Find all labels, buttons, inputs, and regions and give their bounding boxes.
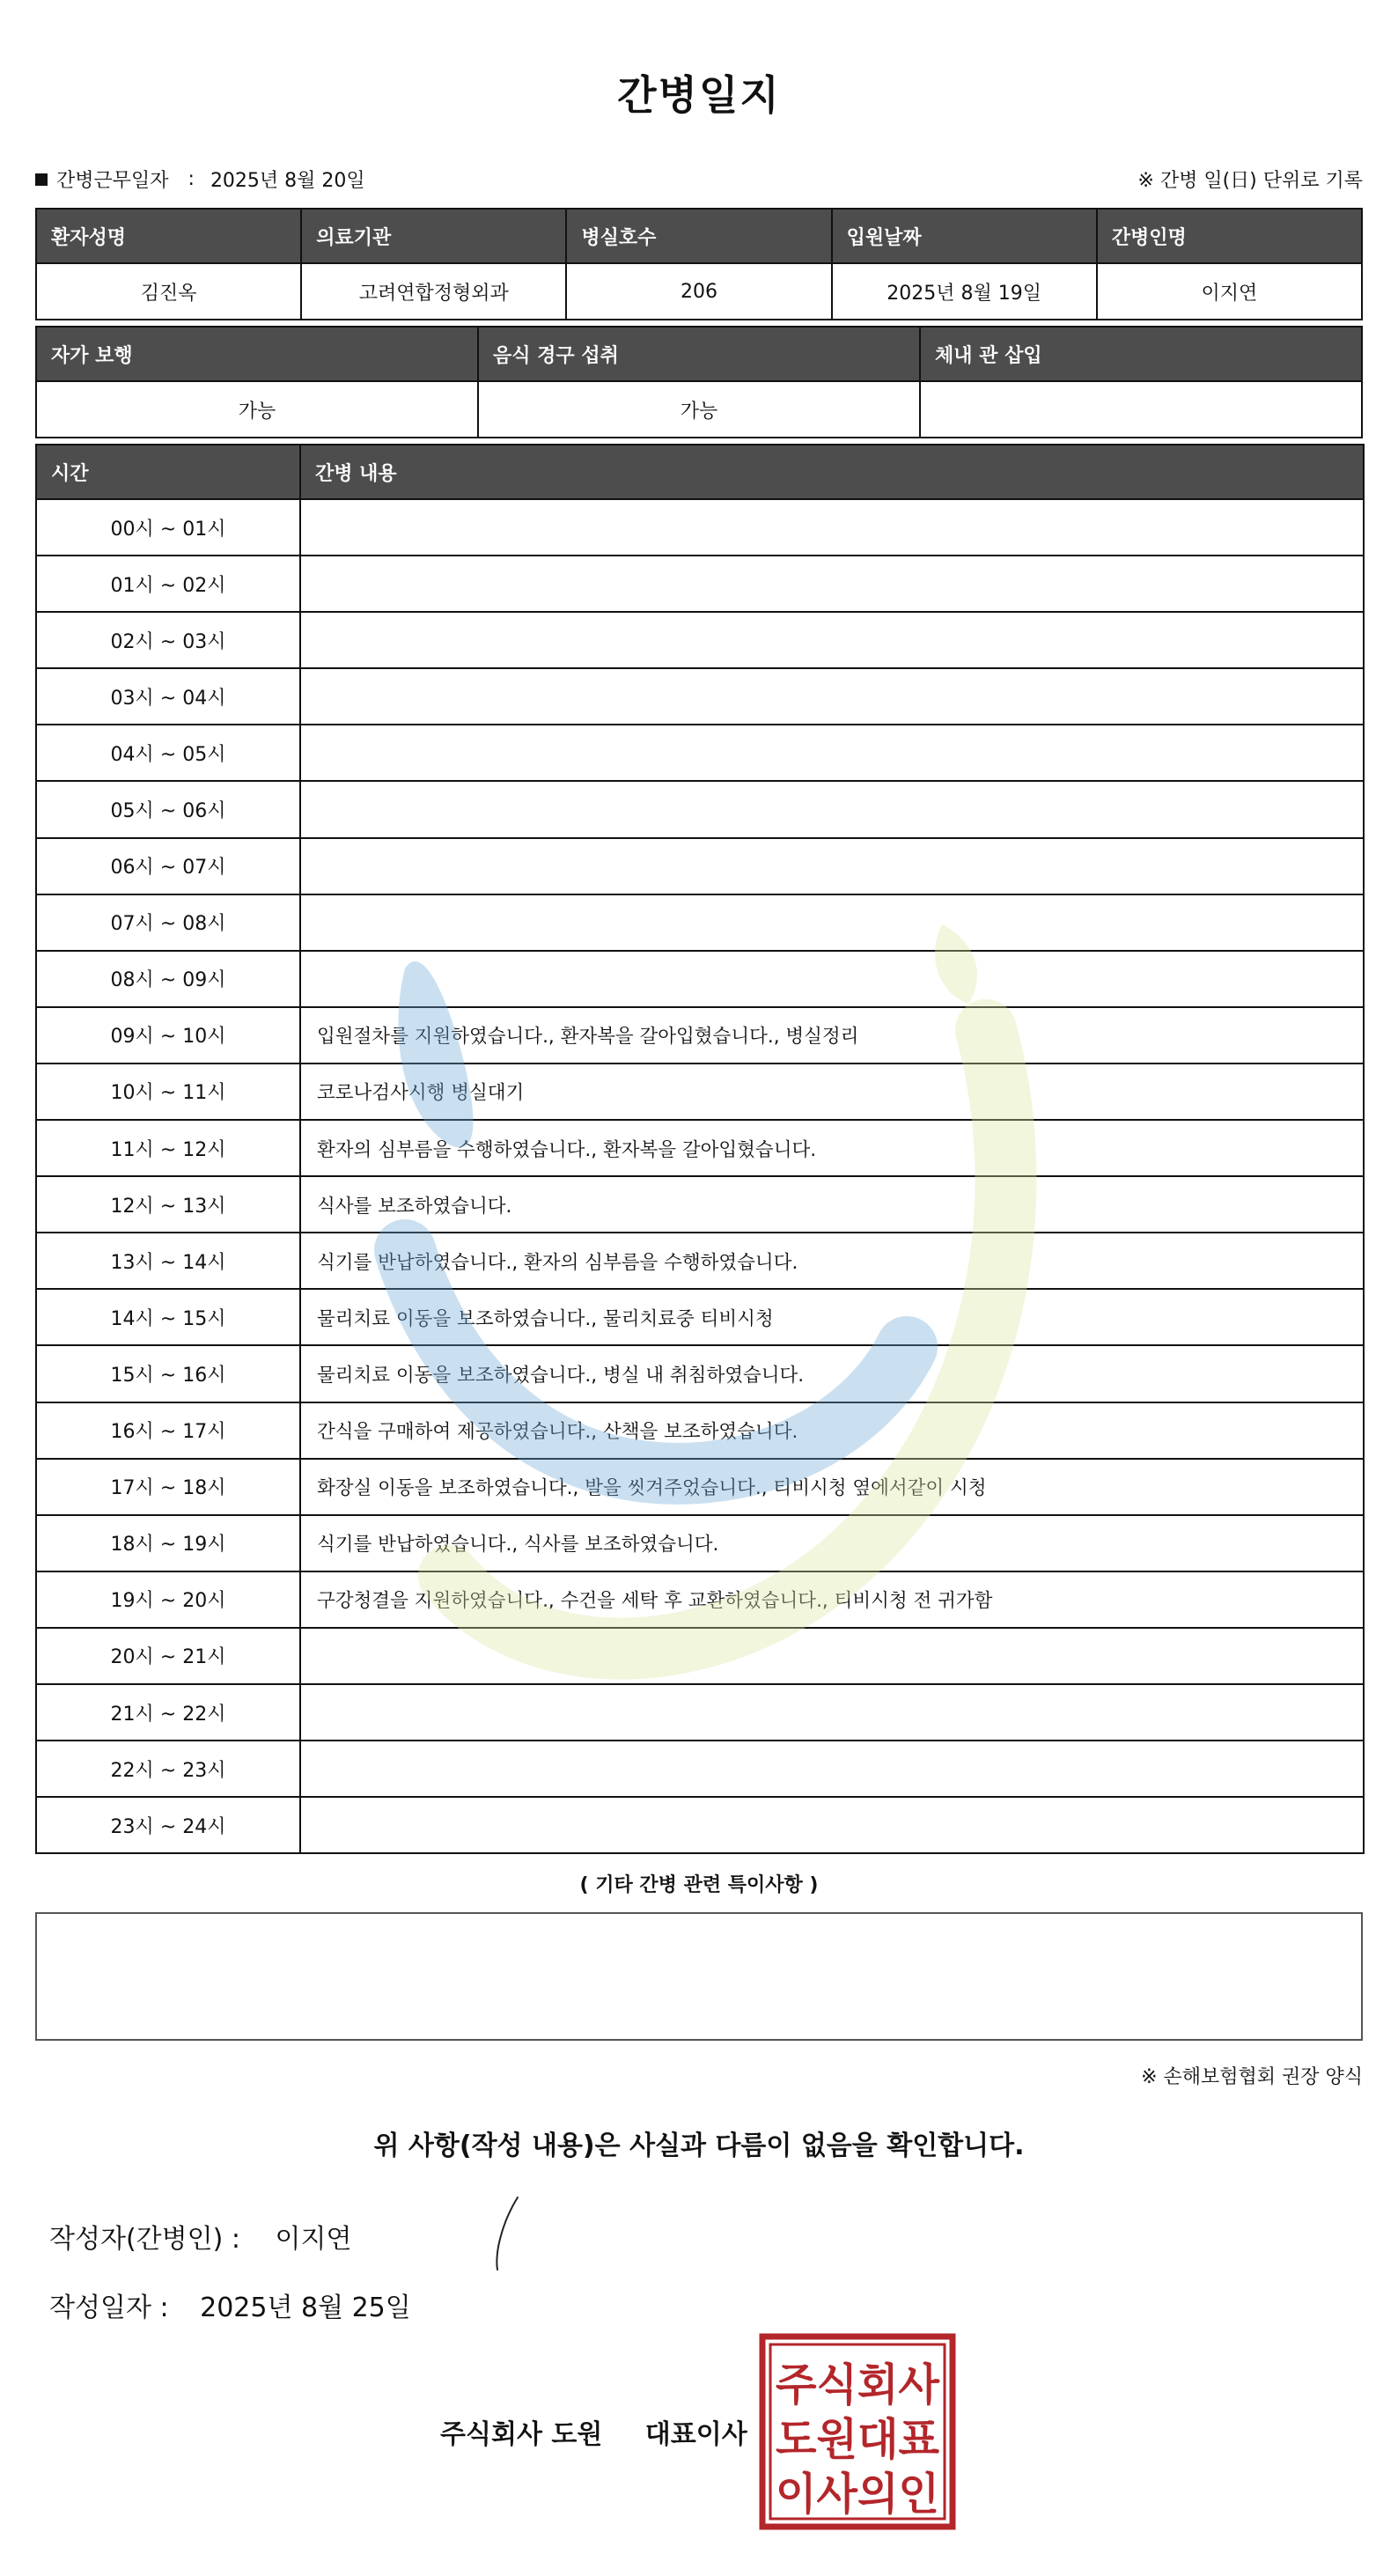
writer-label: 작성자(간병인) :	[49, 2224, 240, 2255]
log-row	[36, 1402, 1364, 1459]
header-hospital: 의료기관	[301, 209, 566, 263]
log-time-cell: 10시 ~ 11시	[36, 1064, 300, 1120]
header-tube-insertion: 체내 관 삽입	[920, 327, 1362, 381]
tube-insertion-value	[920, 381, 1362, 438]
log-content-cell: 구강청결을 지원하였습니다., 수건을 세탁 후 교환하였습니다., 티비시청 전 귀가함	[300, 1571, 1364, 1628]
header-room-number: 병실호수	[566, 209, 831, 263]
hospital-value: 고려연합정형외과	[301, 263, 566, 320]
header-patient-name: 환자성명	[36, 209, 301, 263]
log-row	[36, 1741, 1364, 1797]
header-care-content: 간병 내용	[300, 445, 1364, 499]
log-time-cell: 03시 ~ 04시	[36, 668, 300, 725]
log-time-cell: 15시 ~ 16시	[36, 1345, 300, 1402]
log-row	[36, 1571, 1364, 1628]
log-content-cell	[300, 951, 1364, 1007]
seal-text-line: 주식회사	[776, 2359, 940, 2410]
log-content-cell	[300, 1684, 1364, 1741]
hourly-care-log-table	[35, 444, 1365, 1854]
log-time-cell: 20시 ~ 21시	[36, 1628, 300, 1684]
header-self-walking: 자가 보행	[36, 327, 478, 381]
log-time-cell: 08시 ~ 09시	[36, 951, 300, 1007]
log-content-cell: 화장실 이동을 보조하였습니다., 발을 씻겨주었습니다., 티비시청 옆에서같이 시청	[300, 1459, 1364, 1515]
log-content-cell: 물리치료 이동을 보조하였습니다., 병실 내 취침하였습니다.	[300, 1345, 1364, 1402]
confirmation-statement: 위 사항(작성 내용)은 사실과 다름이 없음을 확인합니다.	[373, 2131, 1025, 2161]
log-row	[36, 1797, 1364, 1853]
log-time-cell: 21시 ~ 22시	[36, 1684, 300, 1741]
log-time-cell: 17시 ~ 18시	[36, 1459, 300, 1515]
log-content-cell	[300, 499, 1364, 556]
log-row	[36, 1007, 1364, 1064]
log-time-cell: 07시 ~ 08시	[36, 894, 300, 951]
log-time-cell: 02시 ~ 03시	[36, 612, 300, 668]
log-row	[36, 612, 1364, 668]
patient-status-header-row	[36, 327, 1362, 381]
patient-name-value: 김진옥	[36, 263, 301, 320]
log-row	[36, 1233, 1364, 1289]
log-content-cell	[300, 781, 1364, 837]
log-time-cell: 01시 ~ 02시	[36, 556, 300, 612]
log-content-cell: 환자의 심부름을 수행하였습니다., 환자복을 갈아입혔습니다.	[300, 1120, 1364, 1176]
log-row	[36, 1684, 1364, 1741]
log-content-cell: 입원절차를 지원하였습니다., 환자복을 갈아입혔습니다., 병실정리	[300, 1007, 1364, 1064]
log-time-cell: 00시 ~ 01시	[36, 499, 300, 556]
log-content-cell	[300, 894, 1364, 951]
log-row	[36, 1515, 1364, 1571]
log-content-cell	[300, 1628, 1364, 1684]
write-date-value: 2025년 8월 25일	[200, 2293, 411, 2323]
caregiver-name-value: 이지연	[1097, 263, 1362, 320]
recommended-form-note: ※ 손해보험협회 권장 양식	[1141, 2066, 1363, 2088]
patient-info-header-row	[36, 209, 1362, 263]
header-oral-intake: 음식 경구 섭취	[478, 327, 920, 381]
log-time-cell: 23시 ~ 24시	[36, 1797, 300, 1853]
log-time-cell: 06시 ~ 07시	[36, 838, 300, 894]
log-content-cell	[300, 668, 1364, 725]
work-date-label: 간병근무일자	[56, 170, 169, 192]
room-number-value: 206	[566, 263, 831, 320]
log-time-cell: 09시 ~ 10시	[36, 1007, 300, 1064]
square-bullet-icon	[35, 173, 48, 186]
log-row	[36, 951, 1364, 1007]
header-time: 시간	[36, 445, 300, 499]
log-row	[36, 1064, 1364, 1120]
writer-line	[49, 2217, 351, 2256]
log-time-cell: 19시 ~ 20시	[36, 1571, 300, 1628]
log-row	[36, 1345, 1364, 1402]
work-date-value: 2025년 8월 20일	[210, 170, 365, 192]
writer-name: 이지연	[275, 2224, 352, 2255]
log-row	[36, 781, 1364, 837]
daily-record-note: ※ 간병 일(日) 단위로 기록	[1137, 170, 1363, 192]
log-row	[36, 1289, 1364, 1345]
special-notes-title: ( 기타 간병 관련 특이사항 )	[579, 1874, 819, 1896]
special-notes-box	[35, 1912, 1363, 2041]
log-time-cell: 13시 ~ 14시	[36, 1233, 300, 1289]
log-content-cell	[300, 1797, 1364, 1853]
log-time-cell: 16시 ~ 17시	[36, 1402, 300, 1459]
log-row	[36, 1176, 1364, 1233]
log-content-cell: 코로나검사시행 병실대기	[300, 1064, 1364, 1120]
log-time-cell: 04시 ~ 05시	[36, 725, 300, 781]
log-row	[36, 1628, 1364, 1684]
seal-text-line: 이사의인	[776, 2469, 939, 2520]
log-content-cell: 물리치료 이동을 보조하였습니다., 물리치료중 티비시청	[300, 1289, 1364, 1345]
signature-mark	[489, 2194, 525, 2273]
patient-info-table	[35, 208, 1363, 320]
log-time-cell: 22시 ~ 23시	[36, 1741, 300, 1797]
log-content-cell: 식기를 반납하였습니다., 식사를 보조하였습니다.	[300, 1515, 1364, 1571]
work-date-separator: :	[188, 168, 195, 190]
log-row	[36, 1120, 1364, 1176]
patient-info-value-row	[36, 263, 1362, 320]
log-content-cell	[300, 1741, 1364, 1797]
write-date-line	[49, 2285, 411, 2324]
log-content-cell	[300, 612, 1364, 668]
log-time-cell: 12시 ~ 13시	[36, 1176, 300, 1233]
log-content-cell	[300, 556, 1364, 612]
work-date-line	[35, 166, 365, 193]
log-content-cell	[300, 725, 1364, 781]
patient-status-table	[35, 326, 1363, 438]
log-row	[36, 556, 1364, 612]
log-time-cell: 05시 ~ 06시	[36, 781, 300, 837]
log-body	[36, 499, 1364, 1853]
representative-title: 대표이사	[644, 2419, 747, 2450]
company-seal-stamp	[759, 2333, 956, 2530]
log-content-cell: 식기를 반납하였습니다., 환자의 심부름을 수행하였습니다.	[300, 1233, 1364, 1289]
self-walking-value: 가능	[36, 381, 478, 438]
log-content-cell: 식사를 보조하였습니다.	[300, 1176, 1364, 1233]
admission-date-value: 2025년 8월 19일	[832, 263, 1097, 320]
log-time-cell: 11시 ~ 12시	[36, 1120, 300, 1176]
document-title: 간병일지	[617, 71, 781, 119]
log-content-cell: 간식을 구매하여 제공하였습니다., 산책을 보조하였습니다.	[300, 1402, 1364, 1459]
company-name: 주식회사 도원	[440, 2419, 603, 2450]
log-content-cell	[300, 838, 1364, 894]
log-time-cell: 14시 ~ 15시	[36, 1289, 300, 1345]
header-admission-date: 입원날짜	[832, 209, 1097, 263]
seal-text-line: 도원대표	[776, 2414, 940, 2465]
log-row	[36, 894, 1364, 951]
log-time-cell: 18시 ~ 19시	[36, 1515, 300, 1571]
log-row	[36, 838, 1364, 894]
patient-status-value-row	[36, 381, 1362, 438]
log-row	[36, 1459, 1364, 1515]
header-caregiver-name: 간병인명	[1097, 209, 1362, 263]
log-row	[36, 725, 1364, 781]
log-row	[36, 499, 1364, 556]
log-row	[36, 668, 1364, 725]
company-line	[440, 2412, 747, 2451]
oral-intake-value: 가능	[478, 381, 920, 438]
log-header-row	[36, 445, 1364, 499]
write-date-label: 작성일자 :	[49, 2293, 169, 2323]
